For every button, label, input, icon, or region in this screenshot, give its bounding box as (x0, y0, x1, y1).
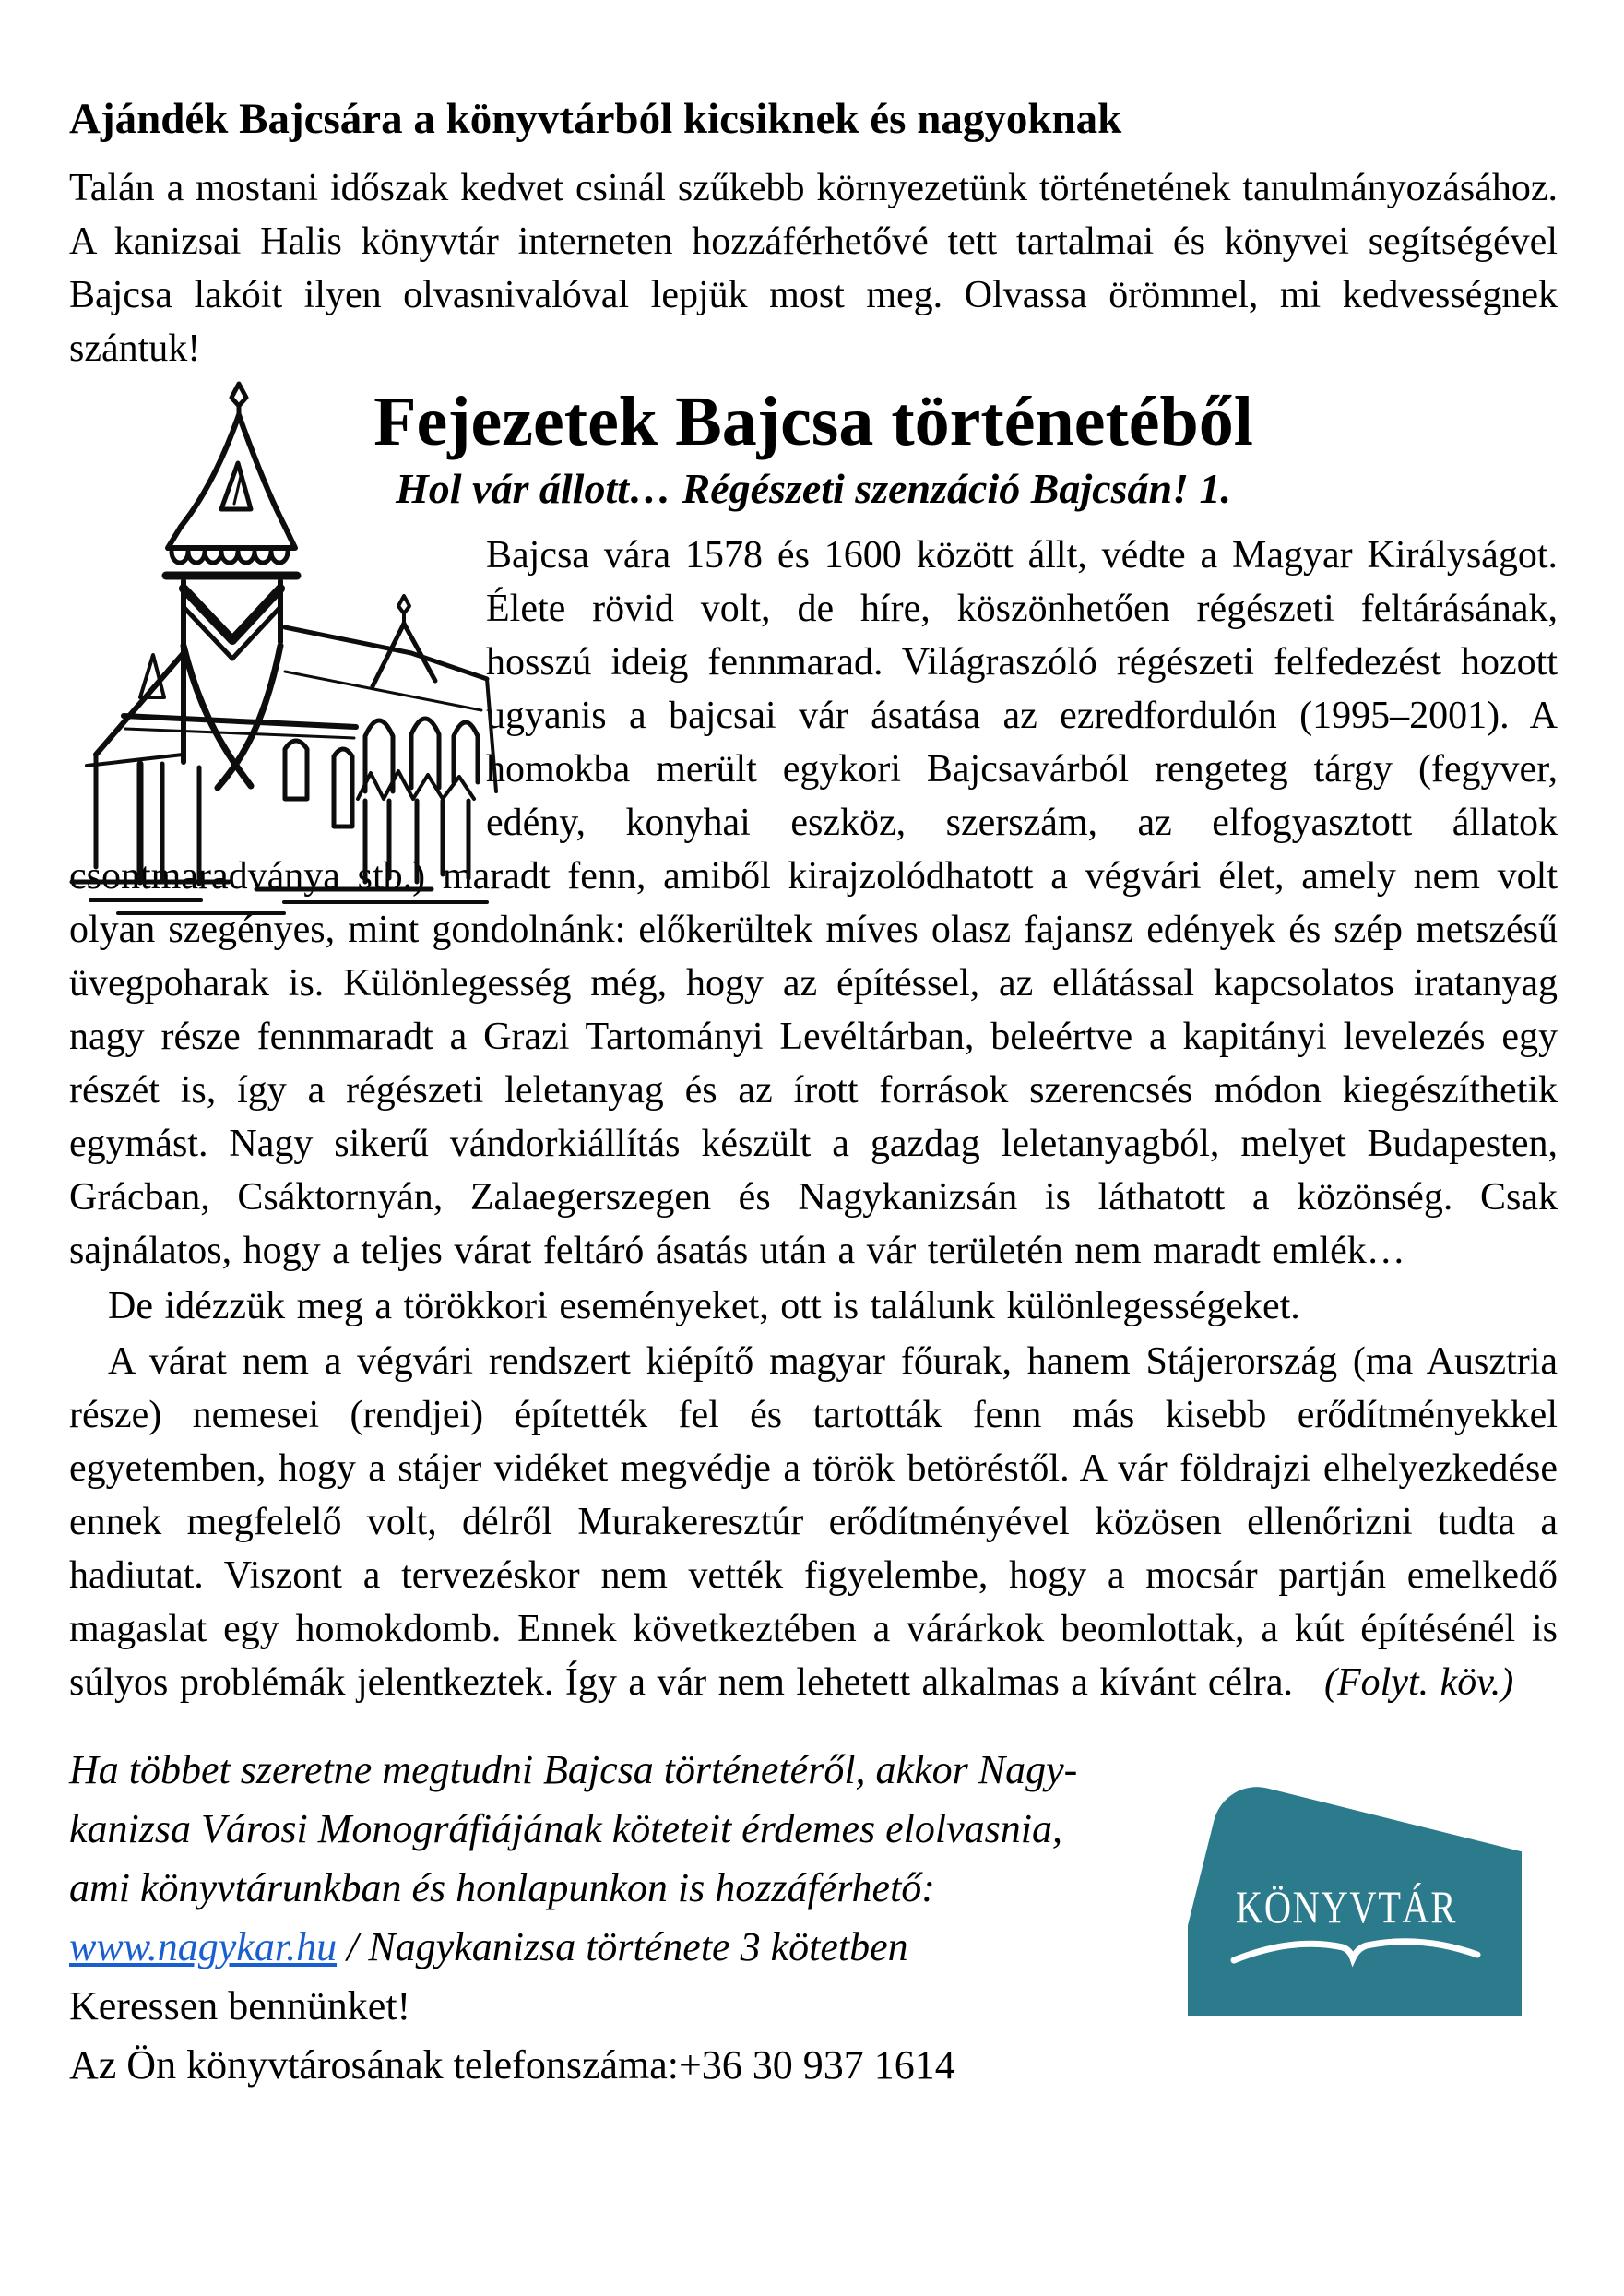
body-paragraph-3-text: A várat nem a végvári rendszert kiépítő magyar főurak, hanem Stájerország (ma Ausztria része) nemesei (rendjei) építették fel és tartották fenn más kisebb erődítményekkel egyetemben, hogy a stájer vidéket megvédje a török betöréstől. A vár földrajzi elhelyezkedése ennek megfelelő volt, délről Murakeresztúr erődítményével közösen ellenőrizni tudta a hadiutat. Viszont a tervezéskor nem vették figyelembe, hogy a mocsár partján emelkedő magaslat egy homokdomb. Ennek következtében a várárkok beomlottak, a kút építésénél is súlyos problémák jelentkeztek. Így a vár nem lehetett alkalmas a kívánt célra. (69, 1340, 1558, 1705)
body-paragraph-3 (69, 1335, 1558, 1709)
body-paragraph-2: De idézzük meg a törökkori eseményeket, ott is találunk különlegességeket. (108, 1285, 1300, 1328)
link-suffix: / Nagykanizsa története 3 kötetben (337, 1924, 908, 1970)
church-drawing-icon (61, 365, 524, 921)
page-title: Ajándék Bajcsára a könyvtárból kicsiknek és nagyoknak (69, 95, 1122, 143)
phone-line: Az Ön könyvtárosának telefonszáma:+36 30 937 1614 (69, 2042, 955, 2088)
body-paragraph-1-text: Bajcsa vára 1578 és 1600 között állt, védte a Magyar Királyságot. Élete rövid volt, de híre, köszönhetően régészeti feltárásának, hosszú ideig fennmarad. Világraszóló régészeti felfedezést hozott ugyanis a bajcsai vár ásatása az ezredfordulón (1995–2001). A homokba merült egykori Bajcsavárból rengeteg tárgy (fegyver, edény, konyhai eszköz, szerszám, az elfogyasztott állatok csontmaradványa stb.) maradt fenn, amiből kirajzolódhatott a végvári élet, amely nem volt olyan szegényes, mint gondolnánk: előkerültek míves olasz fajansz edények és szép metszésű üvegpoharak is. Különlegesség még, hogy az építéssel, az ellátással kapcsolatos iratanyag nagy része fennmaradt a Grazi Tartományi Levéltárban, beleértve a kapitányi levelezés egy részét is, így a régészeti leletanyag és az írott források szerencsés módon kiegészíthetik egymást. Nagy sikerű vándorkiállítás készült a gazdag leletanyagból, melyet Budapesten, Grácban, Csáktornyán, Zalaegerszegen és Nagykanizsán is láthatott a közönség. Csak sajnálatos, hogy a teljes várat feltáró ásatás után a vár területén nem maradt emlék… (69, 534, 1558, 1273)
nagykar-link[interactable]: www.nagykar.hu (69, 1924, 338, 1970)
footer-link-line (69, 1918, 1162, 1977)
article-heading: Fejezetek Bajcsa történetéből (373, 382, 1253, 460)
footer-note-line: ami könyvtárunkban és honlapunkon is hozzáférhető: (69, 1865, 935, 1911)
footer (69, 1741, 1558, 2095)
continuation-note: (Folyt. köv.) (1324, 1661, 1514, 1705)
footer-note-line: kanizsa Városi Monográfiájának köteteit érdemes elolvasnia, (69, 1806, 1063, 1852)
library-logo-graphic (1188, 1752, 1522, 2016)
logo-text: KÖNYVTÁR (1236, 1881, 1457, 1933)
footer-note (69, 1741, 1162, 2095)
intro-paragraph: Talán a mostani időszak kedvet csinál szűkebb környezetünk történetének tanulmányozásához. A kanizsai Halis könyvtár interneten hozzáférhetővé tett tartalmai és könyvei segítségével Bajcsa lakóit ilyen olvasnivalóval lepjük most meg. Olvassa örömmel, mi kedvességnek szántuk! (69, 166, 1558, 370)
footer-note-line: Ha többet szeretne megtudni Bajcsa történetéről, akkor Nagy- (69, 1747, 1078, 1793)
contact-line: Keressen bennünket! (69, 1983, 411, 2029)
article-subtitle: Hol vár állott… Régészeti szenzáció Bajcsán! 1. (396, 464, 1231, 512)
library-logo (1188, 1752, 1522, 2020)
